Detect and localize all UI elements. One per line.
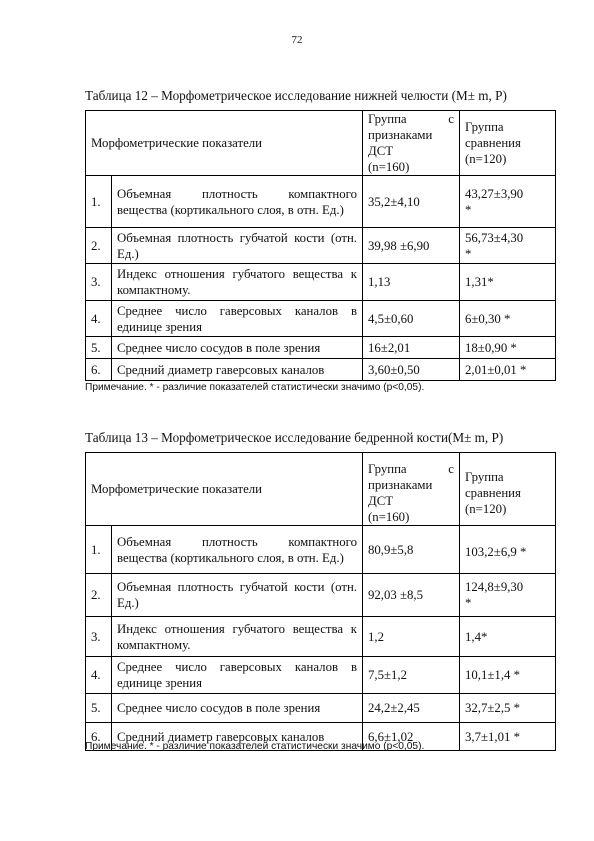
row-number: 5. bbox=[86, 694, 112, 723]
data-table bbox=[85, 110, 556, 381]
value-control: 43,27±3,90 * bbox=[460, 176, 556, 228]
table-caption: Таблица 12 – Морфометрическое исследование нижней челюсти (М± m, P) bbox=[85, 88, 507, 103]
row-indicator: Среднее число гаверсовых каналов в единице зрения bbox=[112, 301, 363, 337]
row-indicator: Объемная плотность компактного вещества (кортикального слоя, в отн. Ед.) bbox=[112, 176, 363, 228]
value-control: 1,31* bbox=[460, 264, 556, 301]
value-dst: 92,03 ±8,5 bbox=[363, 574, 460, 617]
row-indicator: Объемная плотность губчатой кости (отн. Ед.) bbox=[112, 228, 363, 264]
row-indicator: Среднее число сосудов в поле зрения bbox=[112, 337, 363, 359]
table-header-row bbox=[86, 453, 556, 526]
row-number: 2. bbox=[86, 228, 112, 264]
value-dst: 35,2±4,10 bbox=[363, 176, 460, 228]
row-indicator: Средний диаметр гаверсовых каналов bbox=[112, 723, 363, 751]
header-indicators: Морфометрические показатели bbox=[86, 453, 363, 526]
value-control: 1,4* bbox=[460, 617, 556, 657]
value-control: 32,7±2,5 * bbox=[460, 694, 556, 723]
table-row bbox=[86, 657, 556, 694]
table-note: Примечание. * - различие показателей статистически значимо (p<0,05). bbox=[85, 382, 425, 393]
table-row bbox=[86, 264, 556, 301]
value-control: 103,2±6,9 * bbox=[460, 526, 556, 574]
header-indicators: Морфометрические показатели bbox=[86, 111, 363, 176]
table-row bbox=[86, 359, 556, 381]
row-number: 4. bbox=[86, 657, 112, 694]
value-control: 10,1±1,4 * bbox=[460, 657, 556, 694]
table-row bbox=[86, 694, 556, 723]
value-dst: 16±2,01 bbox=[363, 337, 460, 359]
row-indicator: Средний диаметр гаверсовых каналов bbox=[112, 359, 363, 381]
row-indicator: Индекс отношения губчатого вещества к компактному. bbox=[112, 264, 363, 301]
table-row bbox=[86, 176, 556, 228]
row-number: 6. bbox=[86, 723, 112, 751]
row-number: 4. bbox=[86, 301, 112, 337]
table-caption: Таблица 13 – Морфометрическое исследование бедренной кости(М± m, P) bbox=[85, 430, 504, 445]
table-row bbox=[86, 301, 556, 337]
row-indicator: Объемная плотность губчатой кости (отн. Ед.) bbox=[112, 574, 363, 617]
value-dst: 39,98 ±6,90 bbox=[363, 228, 460, 264]
data-table bbox=[85, 452, 556, 751]
header-group-dst: Группа с признаками ДСТ (n=160) bbox=[363, 111, 460, 176]
value-dst: 7,5±1,2 bbox=[363, 657, 460, 694]
row-number: 5. bbox=[86, 337, 112, 359]
row-number: 3. bbox=[86, 617, 112, 657]
value-control: 18±0,90 * bbox=[460, 337, 556, 359]
value-control: 6±0,30 * bbox=[460, 301, 556, 337]
table-row bbox=[86, 228, 556, 264]
header-group-dst: Группа с признаками ДСТ (n=160) bbox=[363, 453, 460, 526]
value-dst: 3,60±0,50 bbox=[363, 359, 460, 381]
table-row bbox=[86, 617, 556, 657]
row-number: 6. bbox=[86, 359, 112, 381]
value-dst: 80,9±5,8 bbox=[363, 526, 460, 574]
value-control: 124,8±9,30 * bbox=[460, 574, 556, 617]
value-control: 2,01±0,01 * bbox=[460, 359, 556, 381]
value-control: 56,73±4,30 * bbox=[460, 228, 556, 264]
row-number: 1. bbox=[86, 176, 112, 228]
row-indicator: Индекс отношения губчатого вещества к компактному. bbox=[112, 617, 363, 657]
row-number: 2. bbox=[86, 574, 112, 617]
value-dst: 1,2 bbox=[363, 617, 460, 657]
table-row bbox=[86, 526, 556, 574]
value-dst: 24,2±2,45 bbox=[363, 694, 460, 723]
header-group-control: Группа сравнения (n=120) bbox=[460, 453, 556, 526]
page-number: 72 bbox=[291, 34, 303, 46]
table-row bbox=[86, 337, 556, 359]
value-dst: 4,5±0,60 bbox=[363, 301, 460, 337]
table-header-row bbox=[86, 111, 556, 176]
row-number: 3. bbox=[86, 264, 112, 301]
row-number: 1. bbox=[86, 526, 112, 574]
value-control: 3,7±1,01 * bbox=[460, 723, 556, 751]
table-note: Примечание. * - различие показателей статистически значимо (p<0,05). bbox=[85, 741, 425, 752]
row-indicator: Среднее число сосудов в поле зрения bbox=[112, 694, 363, 723]
value-dst: 1,13 bbox=[363, 264, 460, 301]
row-indicator: Среднее число гаверсовых каналов в единице зрения bbox=[112, 657, 363, 694]
value-dst: 6,6±1,02 bbox=[363, 723, 460, 751]
row-indicator: Объемная плотность компактного вещества (кортикального слоя, в отн. Ед.) bbox=[112, 526, 363, 574]
table-row bbox=[86, 574, 556, 617]
header-group-control: Группа сравнения (n=120) bbox=[460, 111, 556, 176]
